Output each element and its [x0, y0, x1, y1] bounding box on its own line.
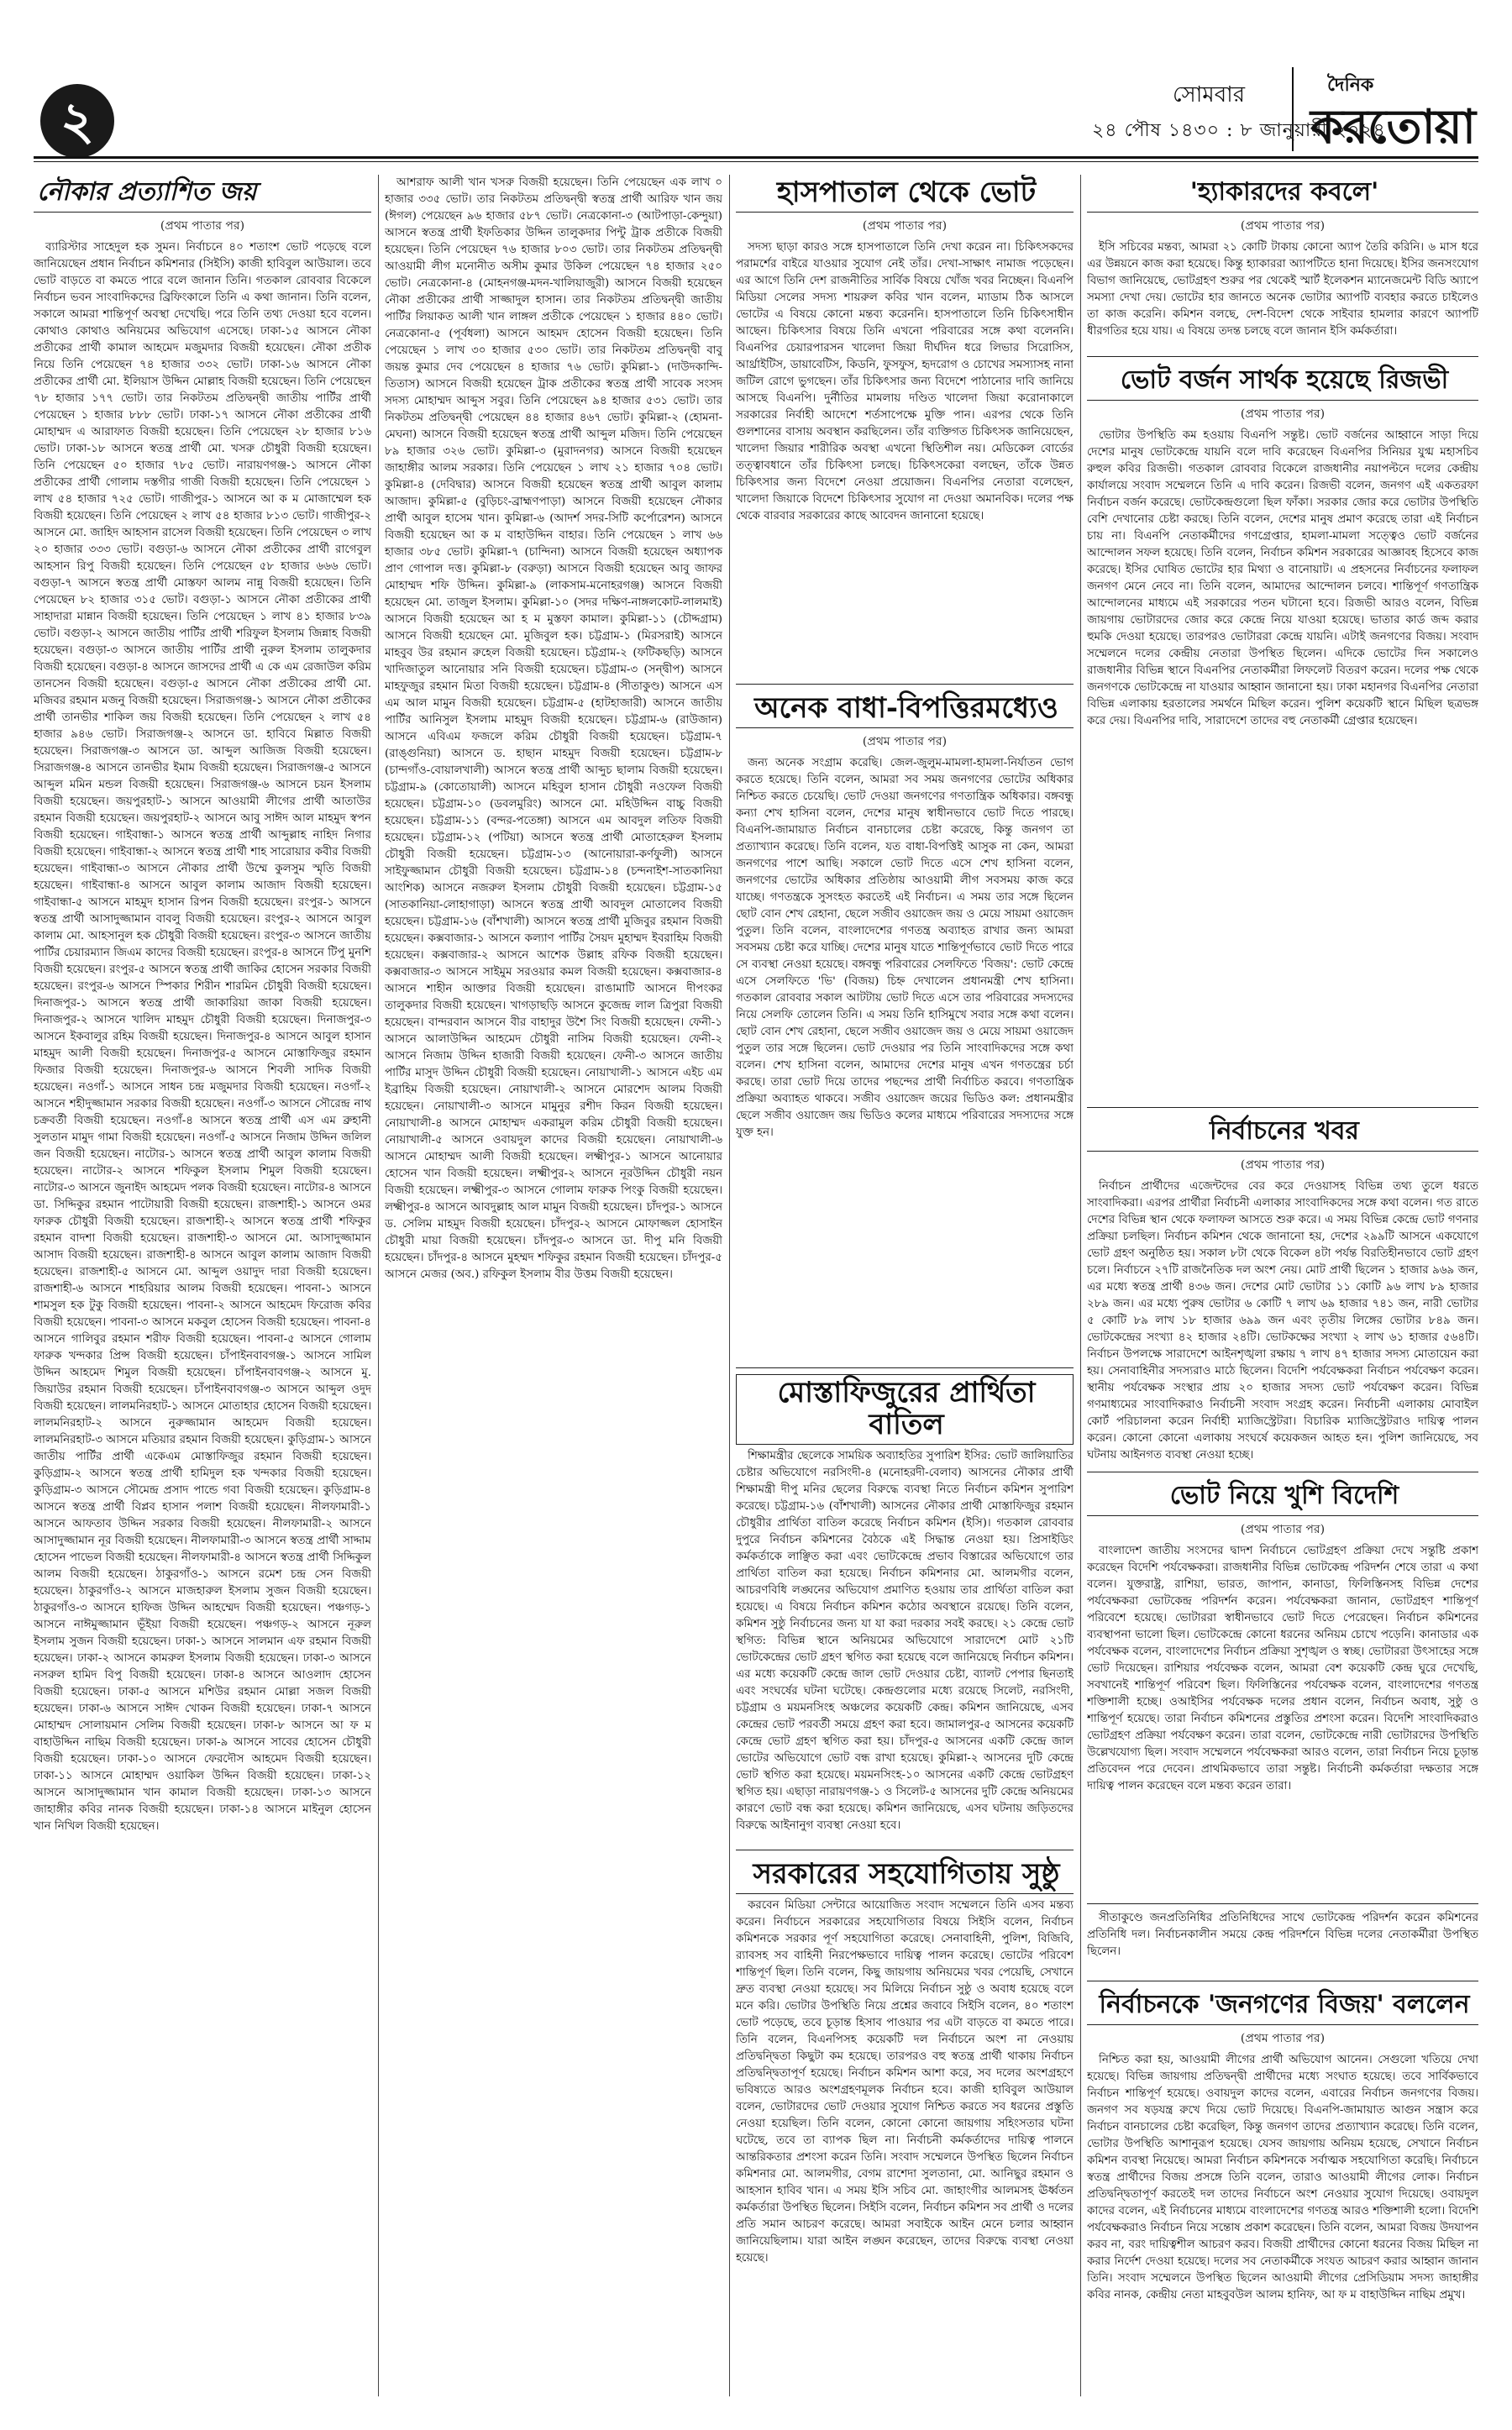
- story-text: বাংলাদেশ জাতীয় সংসদের দ্বাদশ নির্বাচনে ভোটগ্রহণ প্রক্রিয়া দেখে সন্তুষ্টি প্রকাশ করেছেন বিদেশি পর্যবেক্ষকরা। রাজধানীর বিভিন্ন ভোটকেন্দ্র পরিদর্শন শেষে তারা এ কথা বলেন। যুক্তরাষ্ট্র, রাশিয়া, ভারত, জাপান, কানাডা, ফিলিস্তিনসহ বিভিন্ন দেশের পর্যবেক্ষকরা ভোটকেন্দ্র পরিদর্শন করেন। পর্যবেক্ষকরা জানান, ভোটগ্রহণ শান্তিপূর্ণ পরিবেশে হয়েছে। ভোটাররা স্বাধীনভাবে ভোট দিতে পেরেছেন। নির্বাচন কমিশনের ব্যবস্থাপনা ভালো ছিল। ভোটকেন্দ্রে কোনো ধরনের অনিয়ম চোখে পড়েনি। কানাডার এক পর্যবেক্ষক বলেন, বাংলাদেশের নির্বাচন প্রক্রিয়া সুশৃঙ্খল ও স্বচ্ছ। ভোটাররা উৎসাহের সঙ্গে ভোট দিয়েছেন। রাশিয়ার পর্যবেক্ষক বলেন, আমরা বেশ কয়েকটি কেন্দ্র ঘুরে দেখেছি, সবখানেই শান্তিপূর্ণ পরিবেশ ছিল। ফিলিস্তিনের পর্যবেক্ষক বলেন, বাংলাদেশের গণতন্ত্র শক্তিশালী হচ্ছে। ওআইসির পর্যবেক্ষক দলের প্রধান বলেন, নির্বাচন অবাধ, সুষ্ঠু ও শান্তিপূর্ণ হয়েছে। তারা নির্বাচন কমিশনের প্রস্তুতির প্রশংসা করেন। বিদেশি সাংবাদিকরাও ভোটগ্রহণ প্রক্রিয়া পর্যবেক্ষণ করেন। তারা বলেন, ভোটকেন্দ্রে নারী ভোটারদের উপস্থিতি উল্লেখযোগ্য ছিল। সংবাদ সম্মেলনে পর্যবেক্ষকরা আরও বলেন, তারা নির্বাচন নিয়ে চূড়ান্ত প্রতিবেদন পরে দেবেন। প্রাথমিকভাবে তারা সন্তুষ্ট। নির্বাচনী কর্মকর্তারা দক্ষতার সঙ্গে দায়িত্ব পালন করেছেন বলে মন্তব্য করেন তারা।: [1087, 1545, 1478, 1792]
- page-number: ২: [40, 84, 114, 158]
- column-divider: [378, 175, 379, 2396]
- story-government-cooperation: [736, 1856, 1074, 2394]
- story-text: সীতাকুণ্ডে জনপ্রতিনিধির প্রতিনিধিদের সাথে ভোটকেন্দ্র পরিদর্শন করেন কমিশনের প্রতিনিধি দল। নির্বাচনকালীন সময়ে কেন্দ্র পরিদর্শনে বিভিন্ন দলের নেতাকর্মীরা উপস্থিত ছিলেন।: [1087, 1912, 1478, 1958]
- story-kicker: (প্রথম পাতার পর): [1240, 1158, 1326, 1172]
- story-headline: হাসপাতাল থেকে ভোট: [736, 175, 1074, 213]
- column-4: [1087, 175, 1478, 2396]
- story-kicker: (প্রথম পাতার পর): [160, 219, 245, 233]
- column-divider: [1080, 175, 1081, 2396]
- story-headline: নৌকার প্রত্যাশিত জয়: [34, 175, 371, 213]
- story-body: [736, 1897, 1074, 2267]
- story-kicker: (প্রথম পাতার পর): [1240, 407, 1326, 421]
- story-body: [1087, 1178, 1478, 1464]
- column-3: [736, 175, 1074, 2396]
- story-rizvi: [1087, 363, 1478, 1102]
- story-text: সদস্য ছাড়া কারও সঙ্গে হাসপাতালে তিনি দেখা করেন না। চিকিৎসকদের পরামর্শের বাইরে যাওয়ার সুযোগ নেই তাঁর। দেখা-সাক্ষাৎ নামাজ পড়েছেন। এর আগে তিনি দেশ রাজনীতির সার্বিক বিষয়ে খোঁজ খবর নিচ্ছেন। বিএনপি মিডিয়া সেলের সদস্য শায়রুল কবির খান বলেন, ম্যাডাম ঠিক আসলে ভোটের এ বিষয়ে কোনো মন্তব্য করেননি। হাসপাতালে তিনি চিকিৎসাধীন আছেন। চিকিৎসার বিষয়ে তিনি এখনো পরিবারের সঙ্গে কথা বলেননি। বিএনপির চেয়ারপারসন খালেদা জিয়া দীর্ঘদিন ধরে লিভার সিরোসিস, আর্থ্রাইটিস, ডায়াবেটিস, কিডনি, ফুসফুস, হৃদরোগ ও চোখের সমস্যাসহ নানা জটিল রোগে ভুগছেন। তাঁর চিকিৎসার জন্য বিদেশে পাঠানোর দাবি জানিয়ে আসছে বিএনপি। দুর্নীতির মামলায় দণ্ডিত খালেদা জিয়া করোনাকালে সরকারের নির্বাহী আদেশে শর্তসাপেক্ষে মুক্তি পান। এরপর থেকে তিনি গুলশানের বাসায় অবস্থান করছিলেন। তাঁর ব্যক্তিগত চিকিৎসক জানিয়েছেন, খালেদা জিয়ার শারীরিক অবস্থা এখনো স্থিতিশীল নয়। মেডিকেল বোর্ডের তত্ত্বাবধানে তাঁর চিকিৎসা চলছে। চিকিৎসকেরা বলছেন, তাঁকে উন্নত চিকিৎসার জন্য বিদেশে নেওয়া প্রয়োজন। বিএনপির নেতারা বলেছেন, খালেদা জিয়াকে বিদেশে চিকিৎসার সুযোগ না দেওয়া অমানবিক। দলের পক্ষ থেকে বারবার সরকারের কাছে আবেদন জানানো হয়েছে।: [736, 241, 1074, 522]
- masthead: [0, 0, 1512, 176]
- story-boat-continued: [385, 175, 722, 2392]
- masthead-rule: [34, 156, 1478, 159]
- column-divider: [729, 175, 730, 2396]
- story-text: ভোটার উপস্থিতি কম হওয়ায় বিএনপি সন্তুষ্ট। ভোট বর্জনের আহ্বানে সাড়া দিয়ে দেশের মানুষ ভোটকেন্দ্রে যায়নি বলে দাবি করেছেন বিএনপির সিনিয়র যুগ্ম মহাসচিব রুহুল কবির রিজভী। গতকাল রোববার বিকেলে রাজধানীর নয়াপল্টনে দলের কেন্দ্রীয় কার্যালয়ে সংবাদ সম্মেলনে তিনি এ দাবি করেন। রিজভী বলেন, জনগণ এই একতরফা নির্বাচন বর্জন করেছে। ভোটকেন্দ্রগুলো ছিল ফাঁকা। সরকার জোর করে ভোটার উপস্থিতি বেশি দেখানোর চেষ্টা করছে। তিনি বলেন, দেশের মানুষ প্রমাণ করেছে তারা এই নির্বাচন চায় না। বিএনপি নেতাকর্মীদের গণগ্রেপ্তার, হামলা-মামলা সত্ত্বেও ভোট বর্জনের আন্দোলন সফল হয়েছে। তিনি বলেন, নির্বাচন কমিশন সরকারের আজ্ঞাবহ হিসেবে কাজ করেছে। ইসির ঘোষিত ভোটের হার মিথ্যা ও বানোয়াট। এ প্রহসনের নির্বাচনের ফলাফল জনগণ মেনে নেবে না। তিনি বলেন, আমাদের আন্দোলন চলবে। শান্তিপূর্ণ গণতান্ত্রিক আন্দোলনের মাধ্যমে এই সরকারের পতন ঘটানো হবে। রিজভী আরও বলেন, বিভিন্ন জায়গায় ভোটারদের জোর করে কেন্দ্রে নিয়ে যাওয়া হয়েছে। ভাতার কার্ড জব্দ করার হুমকি দেওয়া হয়েছে। তারপরও ভোটাররা কেন্দ্রে যায়নি। এটাই জনগণের বিজয়। সংবাদ সম্মেলনে দলের কেন্দ্রীয় নেতারা উপস্থিত ছিলেন। এদিকে ভোটের দিন সকালেও রাজধানীর বিভিন্ন স্থানে বিএনপির নেতাকর্মীরা লিফলেট বিতরণ করেন। দলের পক্ষ থেকে জনগণকে ভোটকেন্দ্রে না যাওয়ার আহ্বান জানানো হয়। ঢাকা মহানগর বিএনপির নেতারা বিভিন্ন এলাকায় হরতালের সমর্থনে মিছিল করেন। পুলিশ কয়েকটি স্থানে মিছিল ছত্রভঙ্গ করে দেয়। বিএনপির দাবি, সারাদেশে তাদের বহু নেতাকর্মী গ্রেপ্তার হয়েছেন।: [1087, 429, 1478, 727]
- story-text: আশরাফ আলী খান খসরু বিজয়ী হয়েছেন। তিনি পেয়েছেন এক লাখ ০ হাজার ৩৩৫ ভোট। তার নিকটতম প্রতিদ্বন্দ্বী স্বতন্ত্র প্রার্থী আরিফ খান জয় (ঈগল) পেয়েছেন ৯৬ হাজার ৫৮৭ ভোট। নেত্রকোনা-৩ (আটপাড়া-কেন্দুয়া) আসনে স্বতন্ত্র প্রার্থী ইফতিকার উদ্দিন তালুকদার পিন্টু ট্রাক প্রতীকে বিজয়ী হয়েছেন। তিনি পেয়েছেন ৭৬ হাজার ৮০৩ ভোট। তার নিকটতম প্রতিদ্বন্দ্বী আওয়ামী লীগ মনোনীত অসীম কুমার উকিল পেয়েছেন ৭৪ হাজার ২৫০ ভোট। নেত্রকোনা-৪ (মোহনগঞ্জ-মদন-খালিয়াজুরী) আসনে বিজয়ী হয়েছেন নৌকা প্রতীকের প্রার্থী সাজ্জাদুল হাসান। তার নিকটতম প্রতিদ্বন্দ্বী জাতীয় পার্টির লিয়াকত আলী খান লাঙ্গল প্রতীকে পেয়েছেন ১ হাজার ৪৪০ ভোট। নেত্রকোনা-৫ (পূর্বধলা) আসনে আহমদ হোসেন বিজয়ী হয়েছেন। তিনি পেয়েছেন ১ লাখ ৩০ হাজার ৫৩০ ভোট। তার নিকটতম প্রতিদ্বন্দ্বী বাবু জয়ন্ত কুমার দেব পেয়েছেন ৪ হাজার ৭৬ ভোট। কুমিল্লা-১ (দাউদকান্দি-তিতাস) আসনে বিজয়ী হয়েছেন ট্রাক প্রতীকের স্বতন্ত্র প্রার্থী সাবেক সংসদ সদস্য মোহাম্মদ আব্দুস সবুর। তিনি পেয়েছেন ৯৪ হাজার ৫৩১ ভোট। তার নিকটতম প্রতিদ্বন্দ্বী পেয়েছেন ৪৪ হাজার ৪৬৭ ভোট। কুমিল্লা-২ (হোমনা-মেঘনা) আসনে বিজয়ী হয়েছেন স্বতন্ত্র প্রার্থী আব্দুল মজিদ। তিনি পেয়েছেন ৮৯ হাজার ৩২৬ ভোট। কুমিল্লা-৩ (মুরাদনগর) আসনে বিজয়ী হয়েছেন জাহাঙ্গীর আলম সরকার। তিনি পেয়েছেন ১ লাখ ২১ হাজার ৭০৪ ভোট। কুমিল্লা-৪ (দেবিদ্বার) আসনে বিজয়ী হয়েছেন স্বতন্ত্র প্রার্থী আবুল কালাম আজাদ। কুমিল্লা-৫ (বুড়িচং-ব্রাহ্মণপাড়া) আসনে বিজয়ী হয়েছেন নৌকার প্রার্থী আবুল হাসেম খান। কুমিল্লা-৬ (আদর্শ সদর-সিটি কর্পোরেশন) আসনে বিজয়ী হয়েছেন আ ক ম বাহাউদ্দিন বাহার। তিনি পেয়েছেন ১ লাখ ৬৬ হাজার ৩৮৫ ভোট। কুমিল্লা-৭ (চান্দিনা) আসনে বিজয়ী হয়েছেন অধ্যাপক প্রাণ গোপাল দত্ত। কুমিল্লা-৮ (বরুড়া) আসনে বিজয়ী হয়েছেন আবু জাফর মোহাম্মদ শফি উদ্দিন। কুমিল্লা-৯ (লাকসাম-মনোহরগঞ্জ) আসনে বিজয়ী হয়েছেন মো. তাজুল ইসলাম। কুমিল্লা-১০ (সদর দক্ষিণ-নাঙ্গলকোট-লালমাই) আসনে বিজয়ী হয়েছেন আ হ ম মুস্তফা কামাল। কুমিল্লা-১১ (চৌদ্দগ্রাম) আসনে বিজয়ী হয়েছেন মো. মুজিবুল হক। চট্টগ্রাম-১ (মিরসরাই) আসনে মাহবুব উর রহমান রুহেল বিজয়ী হয়েছেন। চট্টগ্রাম-২ (ফটিকছড়ি) আসনে খাদিজাতুল আনোয়ার সনি বিজয়ী হয়েছেন। চট্টগ্রাম-৩ (সন্দ্বীপ) আসনে মাহফুজুর রহমান মিতা বিজয়ী হয়েছেন। চট্টগ্রাম-৪ (সীতাকুণ্ড) আসনে এস এম আল মামুন বিজয়ী হয়েছেন। চট্টগ্রাম-৫ (হাটহাজারী) আসনে জাতীয় পার্টির আনিসুল ইসলাম মাহমুদ বিজয়ী হয়েছেন। চট্টগ্রাম-৬ (রাউজান) আসনে এবিএম ফজলে করিম চৌধুরী বিজয়ী হয়েছেন। চট্টগ্রাম-৭ (রাঙ্গুনিয়া) আসনে ড. হাছান মাহমুদ বিজয়ী হয়েছেন। চট্টগ্রাম-৮ (চান্দগাঁও-বোয়ালখালী) আসনে স্বতন্ত্র প্রার্থী আব্দুচ ছালাম বিজয়ী হয়েছেন। চট্টগ্রাম-৯ (কোতোয়ালী) আসনে মহিবুল হাসান চৌধুরী নওফেল বিজয়ী হয়েছেন। চট্টগ্রাম-১০ (ডবলমুরিং) আসনে মো. মহিউদ্দিন বাচ্চু বিজয়ী হয়েছেন। চট্টগ্রাম-১১ (বন্দর-পতেঙ্গা) আসনে এম আবদুল লতিফ বিজয়ী হয়েছেন। চট্টগ্রাম-১২ (পটিয়া) আসনে স্বতন্ত্র প্রার্থী মোতাহেরুল ইসলাম চৌধুরী বিজয়ী হয়েছেন। চট্টগ্রাম-১৩ (আনোয়ারা-কর্ণফুলী) আসনে সাইফুজ্জামান চৌধুরী বিজয়ী হয়েছেন। চট্টগ্রাম-১৪ (চন্দনাইশ-সাতকানিয়া আংশিক) আসনে নজরুল ইসলাম চৌধুরী বিজয়ী হয়েছেন। চট্টগ্রাম-১৫ (সাতকানিয়া-লোহাগাড়া) আসনে স্বতন্ত্র প্রার্থী আবদুল মোতালেব বিজয়ী হয়েছেন। চট্টগ্রাম-১৬ (বাঁশখালী) আসনে স্বতন্ত্র প্রার্থী মুজিবুর রহমান বিজয়ী হয়েছেন। কক্সবাজার-১ আসনে কল্যাণ পার্টির সৈয়দ মুহাম্মদ ইবরাহিম বিজয়ী হয়েছেন। কক্সবাজার-২ আসনে আশেক উল্লাহ রফিক বিজয়ী হয়েছেন। কক্সবাজার-৩ আসনে সাইমুম সরওয়ার কমল বিজয়ী হয়েছেন। কক্সবাজার-৪ আসনে শাহীন আক্তার বিজয়ী হয়েছেন। রাঙামাটি আসনে দীপংকর তালুকদার বিজয়ী হয়েছেন। খাগড়াছড়ি আসনে কুজেন্দ্র লাল ত্রিপুরা বিজয়ী হয়েছেন। বান্দরবান আসনে বীর বাহাদুর উশৈ সিং বিজয়ী হয়েছেন। ফেনী-১ আসনে আলাউদ্দিন আহমেদ চৌধুরী নাসিম বিজয়ী হয়েছেন। ফেনী-২ আসনে নিজাম উদ্দিন হাজারী বিজয়ী হয়েছেন। ফেনী-৩ আসনে জাতীয় পার্টির মাসুদ উদ্দিন চৌধুরী বিজয়ী হয়েছেন। নোয়াখালী-১ আসনে এইচ এম ইব্রাহিম বিজয়ী হয়েছেন। নোয়াখালী-২ আসনে মোরশেদ আলম বিজয়ী হয়েছেন। নোয়াখালী-৩ আসনে মামুনুর রশীদ কিরন বিজয়ী হয়েছেন। নোয়াখালী-৪ আসনে মোহাম্মদ একরামুল করিম চৌধুরী বিজয়ী হয়েছেন। নোয়াখালী-৫ আসনে ওবায়দুল কাদের বিজয়ী হয়েছেন। নোয়াখালী-৬ আসনে মোহাম্মদ আলী বিজয়ী হয়েছেন। লক্ষ্মীপুর-১ আসনে আনোয়ার হোসেন খান বিজয়ী হয়েছেন। লক্ষ্মীপুর-২ আসনে নূরউদ্দিন চৌধুরী নয়ন বিজয়ী হয়েছেন। লক্ষ্মীপুর-৩ আসনে গোলাম ফারুক পিংকু বিজয়ী হয়েছেন। লক্ষ্মীপুর-৪ আসনে আবদুল্লাহ আল মামুন বিজয়ী হয়েছেন। চাঁদপুর-১ আসনে ড. সেলিম মাহমুদ বিজয়ী হয়েছেন। চাঁদপুর-২ আসনে মোফাজ্জল হোসাইন চৌধুরী মায়া বিজয়ী হয়েছেন। চাঁদপুর-৩ আসনে ডা. দীপু মনি বিজয়ী হয়েছেন। চাঁদপুর-৪ আসনে মুহম্মদ শফিকুর রহমান বিজয়ী হয়েছেন। চাঁদপুর-৫ আসনে মেজর (অব.) রফিকুল ইসলাম বীর উত্তম বিজয়ী হয়েছেন।: [385, 176, 722, 1281]
- story-text: নির্বাচন প্রার্থীদের এজেন্টদের বের করে দেওয়াসহ বিভিন্ন তথ্য তুলে ধরতে সাংবাদিকরা। এরপর প্রার্থীরা নির্বাচনী এলাকার সাংবাদিকদের সঙ্গে কথা বলেন। গত রাতে দেশের বিভিন্ন স্থান থেকে ফলাফল আসতে শুরু করে। এ সময় বিভিন্ন কেন্দ্রে ভোট গণনার প্রক্রিয়া চলছিল। নির্বাচন কমিশন থেকে জানানো হয়, দেশের ২৯৯টি আসনে একযোগে ভোট গ্রহণ অনুষ্ঠিত হয়। সকাল ৮টা থেকে বিকেল ৪টা পর্যন্ত বিরতিহীনভাবে ভোট গ্রহণ চলে। নির্বাচনে ২৭টি রাজনৈতিক দল অংশ নেয়। মোট প্রার্থী ছিলেন ১ হাজার ৯৬৯ জন, এর মধ্যে স্বতন্ত্র প্রার্থী ৪৩৬ জন। দেশের মোট ভোটার ১১ কোটি ৯৬ লাখ ৮৯ হাজার ২৮৯ জন। এর মধ্যে পুরুষ ভোটার ৬ কোটি ৭ লাখ ৬৯ হাজার ৭৪১ জন, নারী ভোটার ৫ কোটি ৮৯ লাখ ১৮ হাজার ৬৯৯ জন এবং তৃতীয় লিঙ্গের ভোটার ৮৪৯ জন। ভোটকেন্দ্রের সংখ্যা ৪২ হাজার ২৪টি। ভোটকক্ষের সংখ্যা ২ লাখ ৬১ হাজার ৫৬৪টি। নির্বাচন উপলক্ষে সারাদেশে আইনশৃঙ্খলা রক্ষায় ৭ লাখ ৪৭ হাজার সদস্য মোতায়েন করা হয়। সেনাবাহিনীর সদস্যরাও মাঠে ছিলেন। বিদেশি পর্যবেক্ষকরা নির্বাচন পর্যবেক্ষণ করেন। স্থানীয় পর্যবেক্ষক সংস্থার প্রায় ২০ হাজার সদস্য ভোট পর্যবেক্ষণ করেন। বিভিন্ন গণমাধ্যমের সাংবাদিকরাও নির্বাচনী সংবাদ সংগ্রহ করেন। নির্বাচনী এলাকায় মোবাইল কোর্ট পরিচালনা করেন নির্বাহী ম্যাজিস্ট্রেটরা। বিচারিক ম্যাজিস্ট্রেটরাও দায়িত্ব পালন করেন। কোনো কোনো এলাকায় সংঘর্ষে কয়েকজন আহত হন। পুলিশ জানিয়েছে, সব ঘটনায় আইনগত ব্যবস্থা নেওয়া হচ্ছে।: [1087, 1180, 1478, 1462]
- story-text: করবেন মিডিয়া সেন্টারে আয়োজিত সংবাদ সম্মেলনে তিনি এসব মন্তব্য করেন। নির্বাচনে সরকারের সহযোগিতার বিষয়ে সিইসি বলেন, নির্বাচন কমিশনকে সরকার পূর্ণ সহযোগিতা করেছে। সেনাবাহিনী, পুলিশ, বিজিবি, র‍্যাবসহ সব বাহিনী নিরপেক্ষভাবে দায়িত্ব পালন করেছে। ভোটের পরিবেশ শান্তিপূর্ণ ছিল। তিনি বলেন, কিছু জায়গায় অনিয়মের খবর পেয়েছি, সেখানে দ্রুত ব্যবস্থা নেওয়া হয়েছে। সব মিলিয়ে নির্বাচন সুষ্ঠু ও অবাধ হয়েছে বলে মনে করি। ভোটার উপস্থিতি নিয়ে প্রশ্নের জবাবে সিইসি বলেন, ৪০ শতাংশ ভোট পড়েছে, তবে চূড়ান্ত হিসাব পাওয়ার পর এটা বাড়তে বা কমতে পারে। তিনি বলেন, বিএনপিসহ কয়েকটি দল নির্বাচনে অংশ না নেওয়ায় প্রতিদ্বন্দ্বিতা কিছুটা কম হয়েছে। তারপরও বহু স্বতন্ত্র প্রার্থী থাকায় নির্বাচন প্রতিদ্বন্দ্বিতাপূর্ণ হয়েছে। নির্বাচন কমিশন আশা করে, সব দলের অংশগ্রহণে ভবিষ্যতে আরও অংশগ্রহণমূলক নির্বাচন হবে। কাজী হাবিবুল আউয়াল বলেন, ভোটারদের ভোট দেওয়ার সুযোগ নিশ্চিত করতে সব ধরনের প্রস্তুতি নেওয়া হয়েছিল। তিনি বলেন, কোনো কোনো জায়গায় সহিংসতার ঘটনা ঘটেছে, তবে তা ব্যাপক ছিল না। নির্বাচনী কর্মকর্তাদের দায়িত্ব পালনে আন্তরিকতার প্রশংসা করেন তিনি। সংবাদ সম্মেলনে উপস্থিত ছিলেন নির্বাচন কমিশনার মো. আলমগীর, বেগম রাশেদা সুলতানা, মো. আনিছুর রহমান ও আহসান হাবিব খান। এ সময় ইসি সচিব মো. জাহাংগীর আলমসহ ঊর্ধ্বতন কর্মকর্তারা উপস্থিত ছিলেন। সিইসি বলেন, নির্বাচন কমিশন সব প্রার্থী ও দলের প্রতি সমান আচরণ করেছে। আমরা সবাইকে আইন মেনে চলার আহ্বান জানিয়েছিলাম। যারা আইন লঙ্ঘন করেছেন, তাদের বিরুদ্ধে ব্যবস্থা নেওয়া হয়েছে।: [736, 1899, 1074, 2265]
- story-divider: [1087, 1903, 1478, 1904]
- column-1: [34, 175, 371, 2396]
- story-mostafiz-cancelled: [736, 1374, 1074, 1845]
- story-body: [1087, 239, 1478, 340]
- story-text: জন্য অনেক সংগ্রাম করেছি। জেল-জুলুম-মামলা-হামলা-নির্যাতন ভোগ করতে হয়েছে। তিনি বলেন, আমরা সব সময় জনগণের ভোটের অধিকার নিশ্চিত করতে চেয়েছি। ভোট দেওয়া জনগণের গণতান্ত্রিক অধিকার। বঙ্গবন্ধু কন্যা শেখ হাসিনা বলেন, দেশের মানুষ স্বাধীনভাবে ভোট দিতে পারছে। বিএনপি-জামায়াত নির্বাচন বানচালের চেষ্টা করেছে, কিন্তু জনগণ তা প্রত্যাখ্যান করেছে। তিনি বলেন, যত বাধা-বিপত্তিই আসুক না কেন, আমরা জনগণের পাশে আছি। সকালে ভোট দিতে এসে শেখ হাসিনা বলেন, জনগণের ভোটের অধিকার প্রতিষ্ঠায় আওয়ামী লীগ সবসময় কাজ করে যাচ্ছে। গণতন্ত্রকে সুসংহত করতেই এই নির্বাচন। এ সময় তার সঙ্গে ছিলেন ছোট বোন শেখ রেহানা, ছেলে সজীব ওয়াজেদ জয় ও মেয়ে সায়মা ওয়াজেদ পুতুল। তিনি বলেন, বাংলাদেশের গণতন্ত্র অব্যাহত রাখার জন্য আমরা সবসময় চেষ্টা করে যাচ্ছি। দেশের মানুষ যাতে শান্তিপূর্ণভাবে ভোট দিতে পারে সে ব্যবস্থা নেওয়া হয়েছে। বঙ্গবন্ধু পরিবারের সেলফিতে 'বিজয়': ভোট কেন্দ্রে এসে সেলফিতে 'ভি' (বিজয়) চিহ্ন দেখালেন প্রধানমন্ত্রী শেখ হাসিনা। গতকাল রোববার সকাল আটটায় ভোট দিতে এসে তার পরিবারের সদস্যদের নিয়ে সেলফি তোলেন তিনি। এ সময় তিনি হাসিমুখে সবার সঙ্গে কথা বলেন। ছোট বোন শেখ রেহানা, ছেলে সজীব ওয়াজেদ জয় ও মেয়ে সায়মা ওয়াজেদ পুতুল তার সঙ্গে ছিলেন। ভোট দেওয়ার পর তিনি সাংবাদিকদের সঙ্গে কথা বলেন। শেখ হাসিনা বলেন, আমাদের দেশের মানুষ এখন গণতন্ত্রের চর্চা করছে। তারা ভোট দিয়ে তাদের পছন্দের প্রার্থী নির্বাচিত করবে। গণতান্ত্রিক প্রক্রিয়া অব্যাহত থাকবে। সজীব ওয়াজেদ জয়ের ভিডিও কল: প্রধানমন্ত্রীর ছেলে সজীব ওয়াজেদ জয় ভিডিও কলের মাধ্যমে পরিবারের সদস্যদের সঙ্গে যুক্ত হন।: [736, 757, 1074, 1139]
- story-divider: [1087, 1107, 1478, 1108]
- story-kicker: (প্রথম পাতার পর): [1240, 219, 1326, 233]
- story-kicker: (প্রথম পাতার পর): [862, 219, 948, 233]
- story-divider: [736, 1367, 1074, 1368]
- story-divider: [736, 684, 1074, 685]
- weekday: সোমবার: [1173, 82, 1246, 108]
- story-photo-caption: [1087, 1910, 1478, 1977]
- story-body: [1087, 2052, 1478, 2304]
- story-text: ব্যারিস্টার সাহেদুল হক সুমন। নির্বাচনে ৪০ শতাংশ ভোট পড়েছে বলে জানিয়েছেন প্রধান নির্বাচন কমিশনার (সিইসি) কাজী হাবিবুল আউয়াল। তবে ভোট বাড়তে বা কমতে পারে বলে জানান তিনি। গতকাল রোববার বিকেলে নির্বাচন ভবন সাংবাদিকদের ব্রিফিংকালে তিনি এ কথা জানান। তিনি বলেন, সকালে আমরা শান্তিপূর্ণ অবস্থা দেখেছি। পরে তিনি তথ্য দেওয়া হবে বলেন। কোথাও কোথাও অনিয়মের অভিযোগ এসেছে। ঢাকা-১৫ আসনে নৌকা প্রতীকের প্রার্থী কামাল আহমেদ মজুমদার বিজয়ী হয়েছেন। নৌকা প্রতীক নিয়ে তিনি পেয়েছেন ৭৪ হাজার ৩৩২ ভোট। ঢাকা-১৬ আসনে নৌকা প্রতীকের প্রার্থী মো. ইলিয়াস উদ্দিন মোল্লাহ বিজয়ী হয়েছেন। তিনি পেয়েছেন ৭৮ হাজার ১৭৭ ভোট। তার নিকটতম প্রতিদ্বন্দ্বী জাতীয় পার্টির প্রার্থী পেয়েছেন ১ হাজার ৮৮৮ ভোট। ঢাকা-১৭ আসনে নৌকা প্রতীকের প্রার্থী মোহাম্মদ এ আরাফাত বিজয়ী হয়েছেন। তিনি পেয়েছেন ২৮ হাজার ৮১৬ ভোট। ঢাকা-১৮ আসনে স্বতন্ত্র প্রার্থী মো. খসরু চৌধুরী বিজয়ী হয়েছেন। তিনি পেয়েছেন ৫০ হাজার ৭৮৫ ভোট। নারায়ণগঞ্জ-১ আসনে নৌকা প্রতীকের প্রার্থী গোলাম দস্তগীর গাজী বিজয়ী হয়েছেন। তিনি পেয়েছেন ১ লাখ ৫৪ হাজার ৭২৫ ভোট। গাজীপুর-১ আসনে আ ক ম মোজাম্মেল হক বিজয়ী হয়েছেন। তিনি পেয়েছেন ২ লাখ ৫৪ হাজার ৮১৩ ভোট। গাজীপুর-২ আসনে মো. জাহিদ আহসান রাসেল বিজয়ী হয়েছেন। তিনি পেয়েছেন ৩ লাখ ২০ হাজার ৩৩৩ ভোট। বগুড়া-৬ আসনে নৌকা প্রতীকের প্রার্থী রাগেবুল আহসান রিপু বিজয়ী হয়েছেন। তিনি পেয়েছেন ৫৮ হাজার ৬৬৬ ভোট। বগুড়া-৭ আসনে স্বতন্ত্র প্রার্থী মোস্তফা আলম নান্নু বিজয়ী হয়েছেন। তিনি পেয়েছেন ৮২ হাজার ৩১৫ ভোট। বগুড়া-১ আসনে নৌকা প্রতীকের প্রার্থী সাহাদারা মান্নান বিজয়ী হয়েছেন। তিনি পেয়েছেন ১ লাখ ৪১ হাজার ৮৩৯ ভোট। বগুড়া-২ আসনে জাতীয় পার্টির প্রার্থী শরিফুল ইসলাম জিন্নাহ বিজয়ী হয়েছেন। বগুড়া-৩ আসনে জাতীয় পার্টির প্রার্থী নুরুল ইসলাম তালুকদার বিজয়ী হয়েছেন। বগুড়া-৪ আসনে জাসদের প্রার্থী এ কে এম রেজাউল করিম তানসেন বিজয়ী হয়েছেন। বগুড়া-৫ আসনে নৌকা প্রতীকের প্রার্থী মো. মজিবর রহমান মজনু বিজয়ী হয়েছেন। সিরাজগঞ্জ-১ আসনে নৌকা প্রতীকের প্রার্থী তানভীর শাকিল জয় বিজয়ী হয়েছেন। তিনি পেয়েছেন ২ লাখ ৫৪ হাজার ৯৪৬ ভোট। সিরাজগঞ্জ-২ আসনে ডা. হাবিবে মিল্লাত বিজয়ী হয়েছেন। সিরাজগঞ্জ-৩ আসনে ডা. আব্দুল আজিজ বিজয়ী হয়েছেন। সিরাজগঞ্জ-৪ আসনে তানভীর ইমাম বিজয়ী হয়েছেন। সিরাজগঞ্জ-৫ আসনে আব্দুল মমিন মন্ডল বিজয়ী হয়েছেন। সিরাজগঞ্জ-৬ আসনে চয়ন ইসলাম বিজয়ী হয়েছেন। জয়পুরহাট-১ আসনে আওয়ামী লীগের প্রার্থী আতাউর রহমান বিজয়ী হয়েছেন। জয়পুরহাট-২ আসনে আবু সাঈদ আল মাহমুদ স্বপন বিজয়ী হয়েছেন। গাইবান্ধা-১ আসনে স্বতন্ত্র প্রার্থী আব্দুল্লাহ নাহিদ নিগার বিজয়ী হয়েছেন। গাইবান্ধা-২ আসনে স্বতন্ত্র প্রার্থী শাহ সারোয়ার কবীর বিজয়ী হয়েছেন। গাইবান্ধা-৩ আসনে নৌকার প্রার্থী উম্মে কুলসুম স্মৃতি বিজয়ী হয়েছেন। গাইবান্ধা-৪ আসনে আবুল কালাম আজাদ বিজয়ী হয়েছেন। গাইবান্ধা-৫ আসনে মাহমুদ হাসান রিপন বিজয়ী হয়েছেন। রংপুর-১ আসনে স্বতন্ত্র প্রার্থী আসাদুজ্জামান বাবলু বিজয়ী হয়েছেন। রংপুর-২ আসনে আবুল কালাম মো. আহসানুল হক চৌধুরী বিজয়ী হয়েছেন। রংপুর-৩ আসনে জাতীয় পার্টির চেয়ারম্যান জিএম কাদের বিজয়ী হয়েছেন। রংপুর-৪ আসনে টিপু মুনশি বিজয়ী হয়েছেন। রংপুর-৫ আসনে স্বতন্ত্র প্রার্থী জাকির হোসেন সরকার বিজয়ী হয়েছেন। রংপুর-৬ আসনে স্পিকার শিরীন শারমিন চৌধুরী বিজয়ী হয়েছেন। দিনাজপুর-১ আসনে স্বতন্ত্র প্রার্থী জাকারিয়া জাকা বিজয়ী হয়েছেন। দিনাজপুর-২ আসনে খালিদ মাহমুদ চৌধুরী বিজয়ী হয়েছেন। দিনাজপুর-৩ আসনে ইকবালুর রহিম বিজয়ী হয়েছেন। দিনাজপুর-৪ আসনে আবুল হাসান মাহমুদ আলী বিজয়ী হয়েছেন। দিনাজপুর-৫ আসনে মোস্তাফিজুর রহমান ফিজার বিজয়ী হয়েছেন। দিনাজপুর-৬ আসনে শিবলী সাদিক বিজয়ী হয়েছেন। নওগাঁ-১ আসনে সাধন চন্দ্র মজুমদার বিজয়ী হয়েছেন। নওগাঁ-২ আসনে শহীদুজ্জামান সরকার বিজয়ী হয়েছেন। নওগাঁ-৩ আসনে সৌরেন্দ্র নাথ চক্রবর্তী বিজয়ী হয়েছেন। নওগাঁ-৪ আসনে স্বতন্ত্র প্রার্থী এস এম ব্রুহানী সুলতান মামুদ গামা বিজয়ী হয়েছেন। নওগাঁ-৫ আসনে নিজাম উদ্দিন জলিল জন বিজয়ী হয়েছেন। নাটোর-১ আসনে স্বতন্ত্র প্রার্থী আবুল কালাম বিজয়ী হয়েছেন। নাটোর-২ আসনে শফিকুল ইসলাম শিমুল বিজয়ী হয়েছেন। নাটোর-৩ আসনে জুনাইদ আহমেদ পলক বিজয়ী হয়েছেন। নাটোর-৪ আসনে ডা. সিদ্দিকুর রহমান পাটোয়ারী বিজয়ী হয়েছেন। রাজশাহী-১ আসনে ওমর ফারুক চৌধুরী বিজয়ী হয়েছেন। রাজশাহী-২ আসনে স্বতন্ত্র প্রার্থী শফিকুর রহমান বাদশা বিজয়ী হয়েছেন। রাজশাহী-৩ আসনে মো. আসাদুজ্জামান আসাদ বিজয়ী হয়েছেন। রাজশাহী-৪ আসনে আবুল কালাম আজাদ বিজয়ী হয়েছেন। রাজশাহী-৫ আসনে মো. আব্দুল ওয়াদুদ দারা বিজয়ী হয়েছেন। রাজশাহী-৬ আসনে শাহরিয়ার আলম বিজয়ী হয়েছেন। পাবনা-১ আসনে শামসুল হক টুকু বিজয়ী হয়েছেন। পাবনা-২ আসনে আহমেদ ফিরোজ কবির বিজয়ী হয়েছেন। পাবনা-৩ আসনে মকবুল হোসেন বিজয়ী হয়েছেন। পাবনা-৪ আসনে গালিবুর রহমান শরীফ বিজয়ী হয়েছেন। পাবনা-৫ আসনে গোলাম ফারুক খন্দকার প্রিন্স বিজয়ী হয়েছেন। চাঁপাইনবাবগঞ্জ-১ আসনে সামিল উদ্দিন আহমেদ শিমুল বিজয়ী হয়েছেন। চাঁপাইনবাবগঞ্জ-২ আসনে মু. জিয়াউর রহমান বিজয়ী হয়েছেন। চাঁপাইনবাবগঞ্জ-৩ আসনে আব্দুল ওদুদ বিজয়ী হয়েছেন। লালমনিরহাট-১ আসনে মোতাহার হোসেন বিজয়ী হয়েছেন। লালমনিরহাট-২ আসনে নুরুজ্জামান আহমেদ বিজয়ী হয়েছেন। লালমনিরহাট-৩ আসনে মতিয়ার রহমান বিজয়ী হয়েছেন। কুড়িগ্রাম-১ আসনে জাতীয় পার্টির প্রার্থী একেএম মোস্তাফিজুর রহমান বিজয়ী হয়েছেন। কুড়িগ্রাম-২ আসনে স্বতন্ত্র প্রার্থী হামিদুল হক খন্দকার বিজয়ী হয়েছেন। কুড়িগ্রাম-৩ আসনে সৌমেন্দ্র প্রসাদ পান্ডে গবা বিজয়ী হয়েছেন। কুড়িগ্রাম-৪ আসনে স্বতন্ত্র প্রার্থী বিপ্লব হাসান পলাশ বিজয়ী হয়েছেন। নীলফামারী-১ আসনে আফতাব উদ্দিন সরকার বিজয়ী হয়েছেন। নীলফামারী-২ আসনে আসাদুজ্জামান নূর বিজয়ী হয়েছেন। নীলফামারী-৩ আসনে স্বতন্ত্র প্রার্থী সাদ্দাম হোসেন পাভেল বিজয়ী হয়েছেন। নীলফামারী-৪ আসনে স্বতন্ত্র প্রার্থী সিদ্দিকুল আলম বিজয়ী হয়েছেন। ঠাকুরগাঁও-১ আসনে রমেশ চন্দ্র সেন বিজয়ী হয়েছেন। ঠাকুরগাঁও-২ আসনে মাজহারুল ইসলাম সুজন বিজয়ী হয়েছেন। ঠাকুরগাঁও-৩ আসনে হাফিজ উদ্দিন আহম্মেদ বিজয়ী হয়েছেন। পঞ্চগড়-১ আসনে নাঈমুজ্জামান ভূঁইয়া বিজয়ী হয়েছেন। পঞ্চগড়-২ আসনে নূরুল ইসলাম সুজন বিজয়ী হয়েছেন। ঢাকা-১ আসনে সালমান এফ রহমান বিজয়ী হয়েছেন। ঢাকা-২ আসনে কামরুল ইসলাম বিজয়ী হয়েছেন। ঢাকা-৩ আসনে নসরুল হামিদ বিপু বিজয়ী হয়েছেন। ঢাকা-৪ আসনে আওলাদ হোসেন বিজয়ী হয়েছেন। ঢাকা-৫ আসনে মশিউর রহমান মোল্লা সজল বিজয়ী হয়েছেন। ঢাকা-৬ আসনে সাঈদ খোকন বিজয়ী হয়েছেন। ঢাকা-৭ আসনে মোহাম্মদ সোলায়মান সেলিম বিজয়ী হয়েছেন। ঢাকা-৮ আসনে আ ফ ম বাহাউদ্দিন নাছিম বিজয়ী হয়েছেন। ঢাকা-৯ আসনে সাবের হোসেন চৌধুরী বিজয়ী হয়েছেন। ঢাকা-১০ আসনে ফেরদৌস আহমেদ বিজয়ী হয়েছেন। ঢাকা-১১ আসনে মোহাম্মদ ওয়াকিল উদ্দিন বিজয়ী হয়েছেন। ঢাকা-১২ আসনে আসাদুজ্জামান খান কামাল বিজয়ী হয়েছেন। ঢাকা-১৩ আসনে জাহাঙ্গীর কবির নানক বিজয়ী হয়েছেন। ঢাকা-১৪ আসনে মাইনুল হোসেন খান নিখিল বিজয়ী হয়েছেন।: [34, 241, 371, 1833]
- story-body: [1087, 428, 1478, 730]
- story-headline: মোস্তাফিজুরের প্রার্থিতা বাতিল: [736, 1374, 1074, 1445]
- story-body: [736, 239, 1074, 525]
- story-election-news: [1087, 1114, 1478, 1467]
- story-headline: সরকারের সহযোগিতায় সুষ্ঠু: [736, 1856, 1074, 1894]
- story-hospital-vote: [736, 175, 1074, 679]
- newspaper-logo: করতোয়া: [1310, 99, 1475, 155]
- story-body: [34, 239, 371, 1835]
- story-text: নিশ্চিত করা হয়, আওয়ামী লীগের প্রার্থী অভিযোগ আনেন। সেগুলো খতিয়ে দেখা হয়েছে। বিভিন্ন জায়গায় প্রতিদ্বন্দ্বী প্রার্থীদের মধ্যে সংঘাত হয়েছে। তবে সার্বিকভাবে নির্বাচন শান্তিপূর্ণ হয়েছে। ওবায়দুল কাদের বলেন, এবারের নির্বাচন জনগণের বিজয়। জনগণ সব ষড়যন্ত্র রুখে দিয়ে ভোট দিয়েছে। বিএনপি-জামায়াত আগুন সন্ত্রাস করে নির্বাচন বানচালের চেষ্টা করেছিল, কিন্তু জনগণ তাদের প্রত্যাখ্যান করেছে। তিনি বলেন, ভোটার উপস্থিতি আশানুরূপ হয়েছে। যেসব জায়গায় অনিয়ম হয়েছে, সেখানে নির্বাচন কমিশন ব্যবস্থা নিয়েছে। আমরা নির্বাচন কমিশনকে সর্বাত্মক সহযোগিতা করেছি। নির্বাচনে স্বতন্ত্র প্রার্থীদের বিজয় প্রসঙ্গে তিনি বলেন, তারাও আওয়ামী লীগের লোক। নির্বাচন প্রতিদ্বন্দ্বিতাপূর্ণ করতেই দল তাদের নির্বাচনে অংশ নেওয়ার সুযোগ দিয়েছে। ওবায়দুল কাদের বলেন, এই নির্বাচনের মাধ্যমে বাংলাদেশের গণতন্ত্র আরও শক্তিশালী হলো। বিদেশি পর্যবেক্ষকরাও নির্বাচন নিয়ে সন্তোষ প্রকাশ করেছেন। তিনি বলেন, আমরা বিজয় উদযাপন করব না, বরং দায়িত্বশীল আচরণ করব। বিজয়ী প্রার্থীদের কোনো ধরনের বিজয় মিছিল না করার নির্দেশ দেওয়া হয়েছে। দলের সব নেতাকর্মীকে সংযত আচরণ করার আহ্বান জানান তিনি। সংবাদ সম্মেলনে উপস্থিত ছিলেন আওয়ামী লীগের প্রেসিডিয়াম সদস্য জাহাঙ্গীর কবির নানক, কেন্দ্রীয় নেতা মাহবুবউল আলম হানিফ, আ ফ ম বাহাউদ্দিন নাছিম প্রমুখ।: [1087, 2054, 1478, 2301]
- story-text: ইসি সচিবের মন্তব্য, আমরা ২১ কোটি টাকায় কোনো অ্যাপ তৈরি করিনি। ৬ মাস ধরে এর উন্নয়নে কাজ করা হয়েছে। কিন্তু হ্যাকাররা অ্যাপটিতে হানা দিয়েছে। ইসির জনসংযোগ বিভাগ জানিয়েছে, ভোটগ্রহণ শুরুর পর থেকেই স্মার্ট ইলেকশন ম্যানেজমেন্ট বিডি অ্যাপে সমস্যা দেখা দেয়। ভোটের হার জানতে অনেক ভোটার অ্যাপটি ব্যবহার করতে চাইলেও তা কাজ করেনি। কমিশন বলছে, দেশ-বিদেশ থেকে সাইবার হামলার কারণে অ্যাপটি ধীরগতির হয়ে যায়। এ বিষয়ে তদন্ত চলছে বলে জানান ইসি কর্মকর্তারা।: [1087, 241, 1478, 338]
- story-divider: [1087, 356, 1478, 357]
- masthead-rule-thin: [34, 161, 1478, 162]
- story-headline: ভোট বর্জন সার্থক হয়েছে রিজভী: [1087, 363, 1478, 401]
- story-kicker: (প্রথম পাতার পর): [862, 735, 948, 748]
- story-kicker: (প্রথম পাতার পর): [1240, 2032, 1326, 2045]
- story-obstacles: [736, 690, 1074, 1362]
- column-2: [385, 175, 722, 2396]
- story-headline: নির্বাচনকে 'জনগণের বিজয়' বললেন: [1087, 1987, 1478, 2025]
- story-text: শিক্ষামন্ত্রীর ছেলেকে সাময়িক অব্যাহতির সুপারিশ ইসির: ভোট জালিয়াতির চেষ্টার অভিযোগে নরসিংদী-৪ (মনোহরদী-বেলাব) আসনের নৌকার প্রার্থী শিক্ষামন্ত্রী দীপু মনির ছেলের বিরুদ্ধে ব্যবস্থা নিতে নির্বাচন কমিশন সুপারিশ করেছে। চট্টগ্রাম-১৬ (বাঁশখালী) আসনের নৌকার প্রার্থী মোস্তাফিজুর রহমান চৌধুরীর প্রার্থিতা বাতিল করেছে নির্বাচন কমিশন (ইসি)। গতকাল রোববার দুপুরে নির্বাচন কমিশনের বৈঠকে এই সিদ্ধান্ত নেওয়া হয়। প্রিসাইডিং কর্মকর্তাকে লাঞ্ছিত করা এবং ভোটকেন্দ্রে প্রভাব বিস্তারের অভিযোগে তার প্রার্থিতা বাতিল করা হয়েছে। নির্বাচন কমিশনার মো. আলমগীর বলেন, আচরণবিধি লঙ্ঘনের অভিযোগ প্রমাণিত হওয়ায় তার প্রার্থিতা বাতিল করা হয়েছে। এ বিষয়ে নির্বাচন কমিশন কঠোর অবস্থানে রয়েছে। তিনি বলেন, কমিশন সুষ্ঠু নির্বাচনের জন্য যা যা করা দরকার সবই করছে। ২১ কেন্দ্রে ভোট স্থগিত: বিভিন্ন স্থানে অনিয়মের অভিযোগে সারাদেশে মোট ২১টি ভোটকেন্দ্রের ভোট গ্রহণ স্থগিত করা হয়েছে বলে জানিয়েছে নির্বাচন কমিশন। এর মধ্যে কয়েকটি কেন্দ্রে জাল ভোট দেওয়ার চেষ্টা, ব্যালট পেপার ছিনতাই এবং সংঘর্ষের ঘটনা ঘটেছে। কেন্দ্রগুলোর মধ্যে রয়েছে সিলেট, নরসিংদী, চট্টগ্রাম ও ময়মনসিংহ অঞ্চলের কয়েকটি কেন্দ্র। কমিশন জানিয়েছে, এসব কেন্দ্রের ভোট পরবর্তী সময়ে গ্রহণ করা হবে। জামালপুর-৫ আসনের কয়েকটি কেন্দ্রে ভোট গ্রহণ স্থগিত করা হয়। চাঁদপুর-৫ আসনের একটি কেন্দ্রে জাল ভোটের অভিযোগে ভোট বন্ধ রাখা হয়েছে। কুমিল্লা-২ আসনের দুটি কেন্দ্রে ভোট স্থগিত করা হয়েছে। ময়মনসিংহ-১০ আসনের একটি কেন্দ্রে ভোটগ্রহণ স্থগিত হয়। এছাড়া নারায়ণগঞ্জ-১ ও সিলেট-৫ আসনের দুটি কেন্দ্রে অনিয়মের কারণে ভোট বন্ধ করা হয়েছে। কমিশন জানিয়েছে, এসব ঘটনায় জড়িতদের বিরুদ্ধে আইনানুগ ব্যবস্থা নেওয়া হবে।: [736, 1450, 1074, 1832]
- story-headline: 'হ্যাকারদের কবলে': [1087, 175, 1478, 213]
- dateline: ২৪ পৌষ ১৪৩০ : ৮ জানুয়ারী ২০২৪: [1092, 120, 1386, 141]
- story-kicker: (প্রথম পাতার পর): [1240, 1523, 1326, 1536]
- story-body: [736, 1448, 1074, 1834]
- story-hackers: [1087, 175, 1478, 351]
- story-body: [736, 755, 1074, 1142]
- story-foreign-observers: [1087, 1478, 1478, 1898]
- story-body: [385, 175, 722, 1283]
- story-body: [1087, 1543, 1478, 1795]
- story-body: [1087, 1910, 1478, 1960]
- story-headline: অনেক বাধা-বিপত্তিরমধ্যেও: [736, 690, 1074, 728]
- story-headline: নির্বাচনের খবর: [1087, 1114, 1478, 1152]
- story-headline: ভোট নিয়ে খুশি বিদেশি: [1087, 1478, 1478, 1516]
- story-boat-victory: [34, 175, 371, 2392]
- logo-small: দৈনিক: [1327, 74, 1374, 96]
- story-people-victory: [1087, 1987, 1478, 2394]
